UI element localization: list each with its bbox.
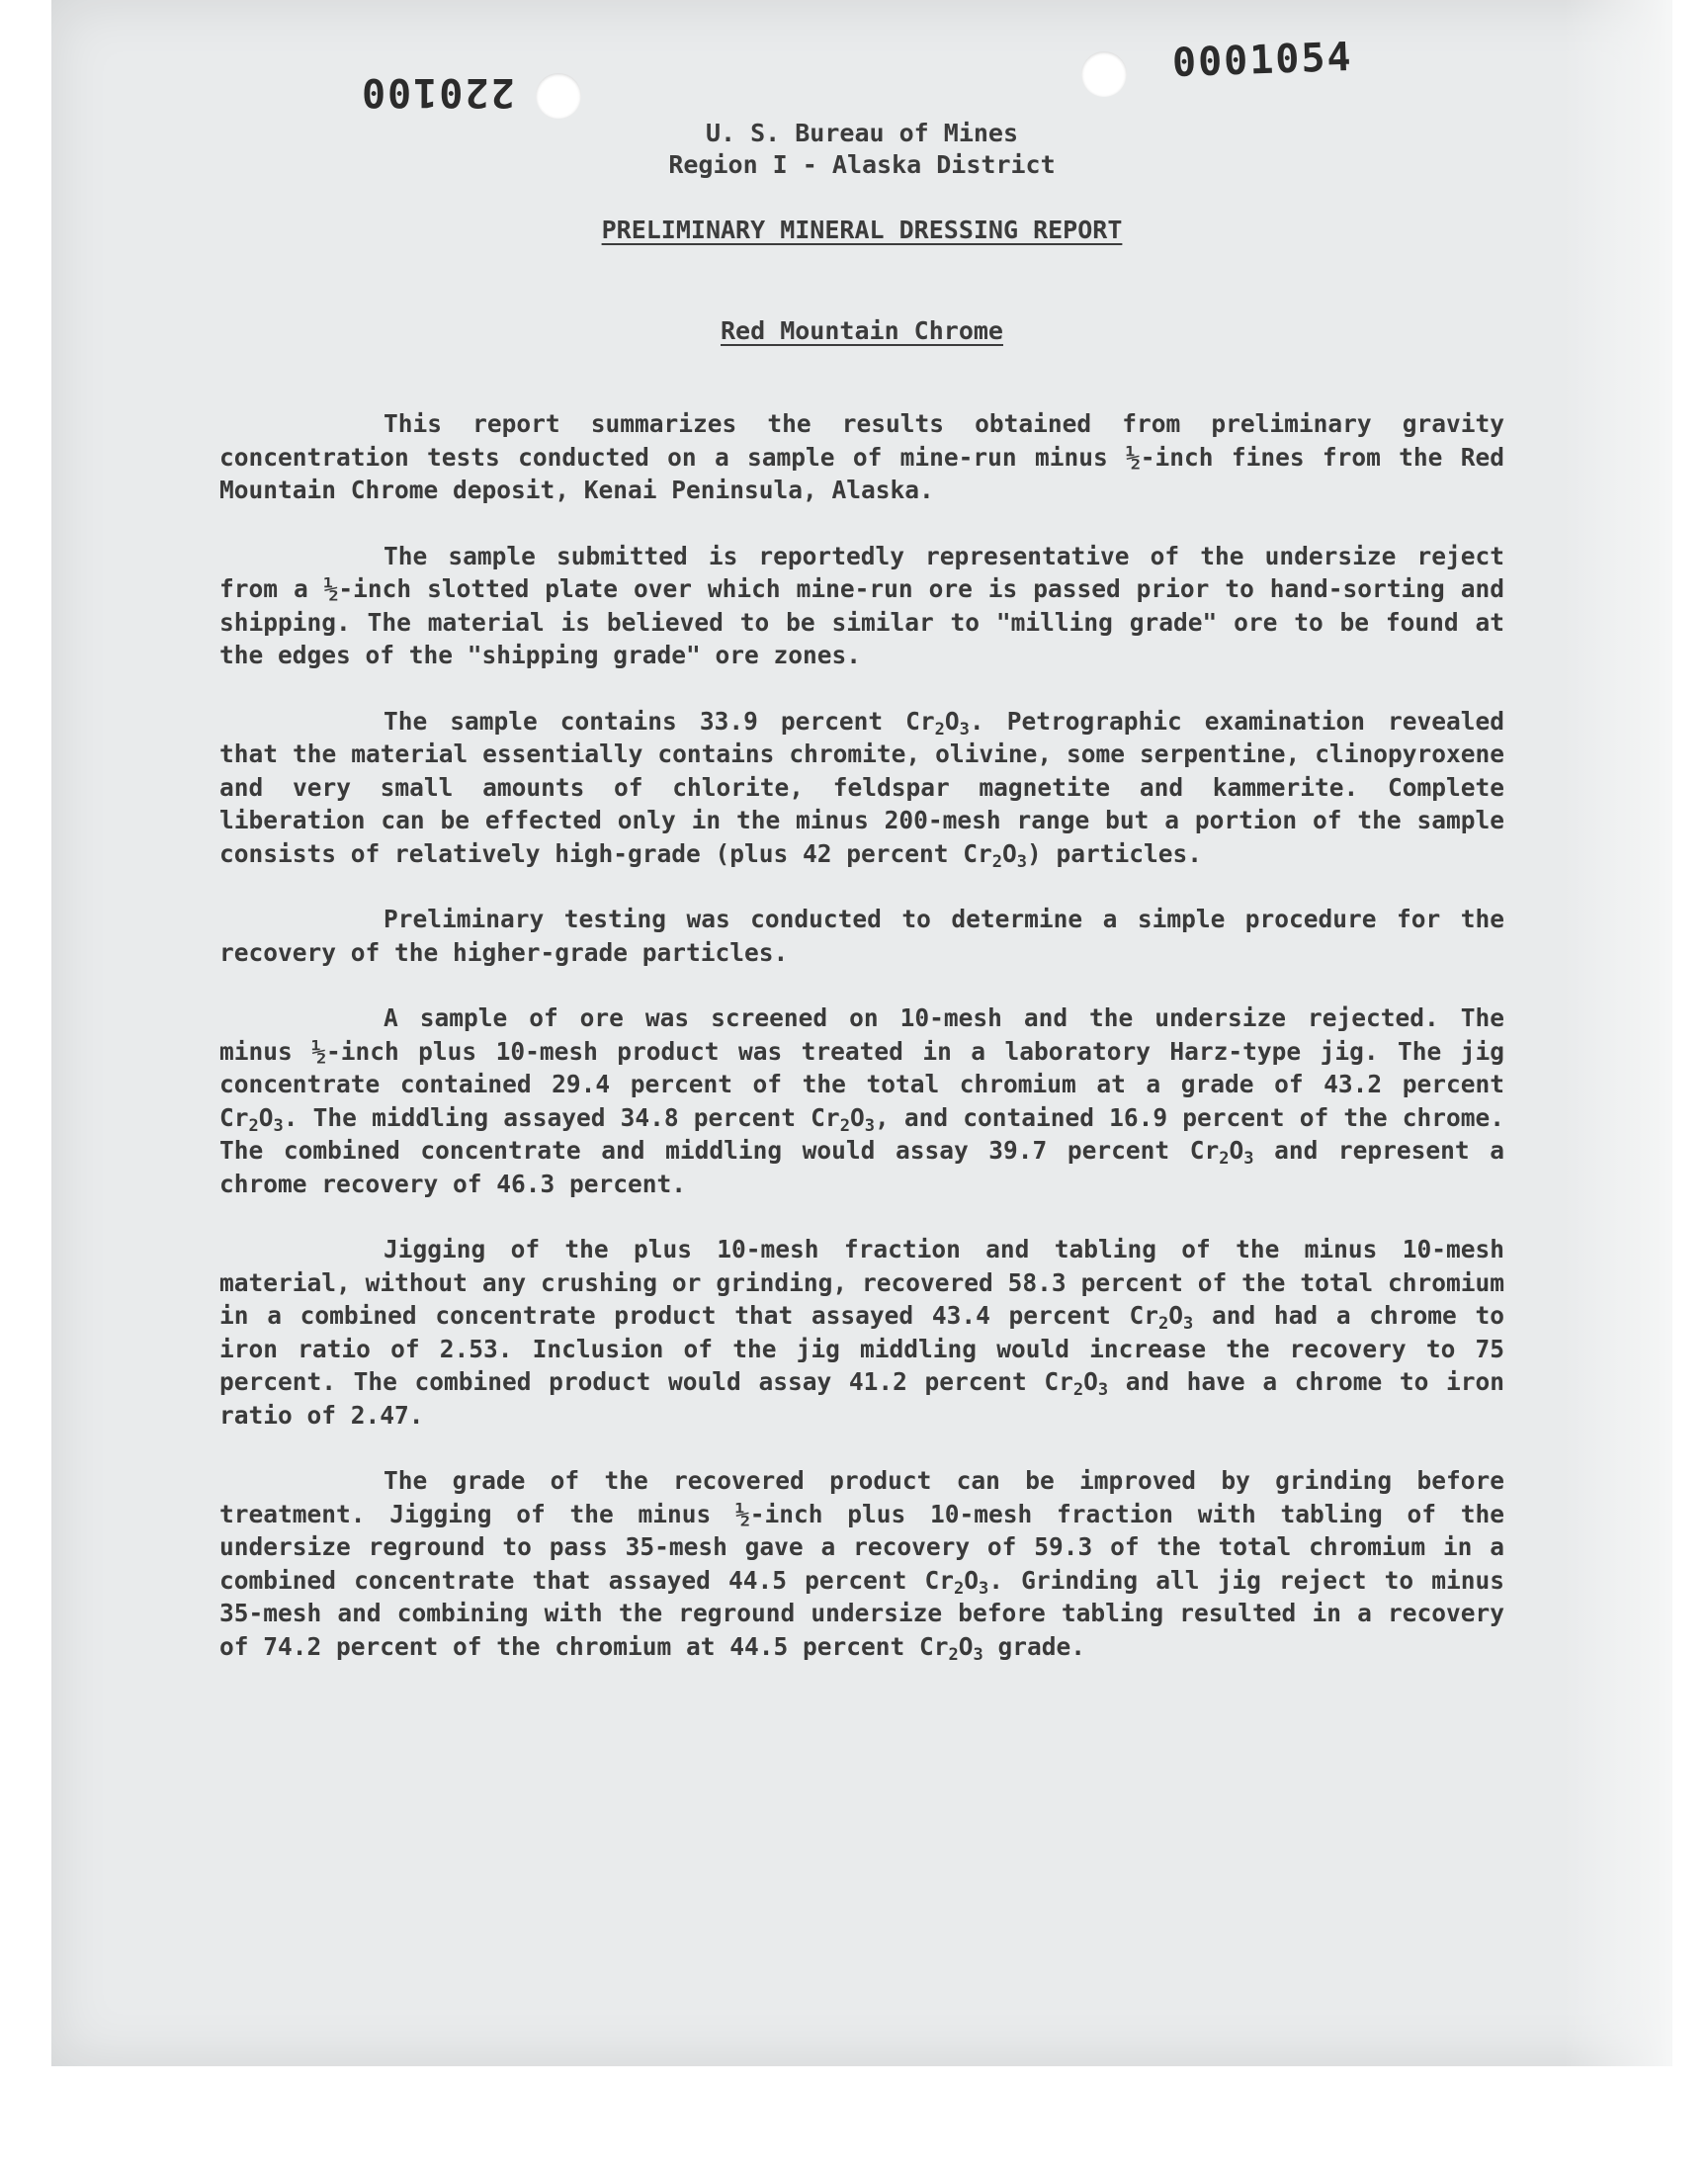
paragraph-grinding: The grade of the recovered product can be improved by grinding before treatment. Jigging of the minus ½-inch plus 10-mesh fraction with tabling of the undersize reground to pass 35-mesh gave a recovery of 59.3 of the total chromium in a combined concentrate that assayed 44.5 percent $Cr_2O_3$. Grinding all jig reject to minus 35-mesh and combining with the reground undersize before tabling resulted in a recovery of 74.2 percent of the chromium at 44.5 percent $Cr_2O_3$ grade. xyxy=(219,1466,1504,1665)
paragraph-summary: This report summarizes the results obtained from preliminary gravity concentration tests conducted on a sample of mine-run minus ½-inch fines from the Red Mountain Chrome deposit, Kenai Peninsula, Alaska. xyxy=(219,409,1504,504)
report-body xyxy=(219,407,1504,1696)
chemical-formula: $Cr_2O_3$ xyxy=(924,1565,989,1599)
subject-title: Red Mountain Chrome xyxy=(721,316,1003,345)
chemical-formula: $Cr_2O_3$ xyxy=(1044,1367,1109,1400)
chemical-formula: $Cr_2O_3$ xyxy=(1129,1301,1194,1334)
paragraph-petrography: The sample contains 33.9 percent $Cr_2O_3$. Petrographic examination revealed that the material essentially contains chromite, olivine, some serpentine, clinopyroxene and very small amounts of chlorite, feldspar magnetite and kammerite. Complete liberation can be effected only in the minus 200-mesh range but a portion of the sample consists of relatively high-grade (plus 42 percent $Cr_2O_3$) particles. xyxy=(219,706,1505,872)
document-page xyxy=(51,0,1672,2066)
punch-hole xyxy=(536,73,581,119)
document-number-stamp: 0001054 xyxy=(1171,34,1354,87)
paragraph-sample-description: The sample submitted is reportedly representative of the undersize reject from a ½-inch slotted plate over which mine-run ore is passed prior to hand-sorting and shipping. The material is believed to be similar to "milling grade" ore to be found at the edges of the "shipping grade" ore zones. xyxy=(219,541,1504,669)
paragraph-jig-test: A sample of ore was screened on 10-mesh and the undersize rejected. The minus ½-inch plus 10-mesh product was treated in a laboratory Harz-type jig. The jig concentrate contained 29.4 percent of the total chromium at a grade of 43.2 percent $Cr_2O_3$. The middling assayed 34.8 percent $Cr_2O_3$, and contained 16.9 percent of the chrome. The combined concentrate and middling would assay 39.7 percent $Cr_2O_3$ and represent a chrome recovery of 46.3 percent. xyxy=(219,1003,1504,1198)
chemical-formula: $Cr_2O_3$ xyxy=(905,706,970,740)
report-title: PRELIMINARY MINERAL DRESSING REPORT xyxy=(601,216,1123,244)
chemical-formula: $Cr_2O_3$ xyxy=(963,838,1028,872)
chemical-formula: $Cr_2O_3$ xyxy=(219,1102,284,1136)
chemical-formula: $Cr_2O_3$ xyxy=(1189,1136,1254,1169)
paragraph-testing-purpose: Preliminary testing was conducted to determine a simple procedure for the recovery of the higher-grade particles. xyxy=(219,905,1504,967)
chemical-formula: $Cr_2O_3$ xyxy=(811,1102,875,1136)
agency-name: U. S. Bureau of Mines xyxy=(705,119,1019,147)
paragraph-jigging-tabling: Jigging of the plus 10-mesh fraction and tabling of the minus 10-mesh material, without any crushing or grinding, recovered 58.3 percent of the total chromium in a combined concentrate product that assayed 43.4 percent $Cr_2O_3$ and had a chrome to iron ratio of 2.53. Inclusion of the jig middling would increase the recovery to 75 percent. The combined product would assay 41.2 percent $Cr_2O_3$ and have a chrome to iron ratio of 2.47. xyxy=(219,1235,1504,1430)
region-name: Region I - Alaska District xyxy=(668,150,1056,179)
punch-hole xyxy=(1081,51,1127,97)
document-number-stamp: 220100 xyxy=(360,69,515,115)
chemical-formula: $Cr_2O_3$ xyxy=(919,1631,983,1665)
